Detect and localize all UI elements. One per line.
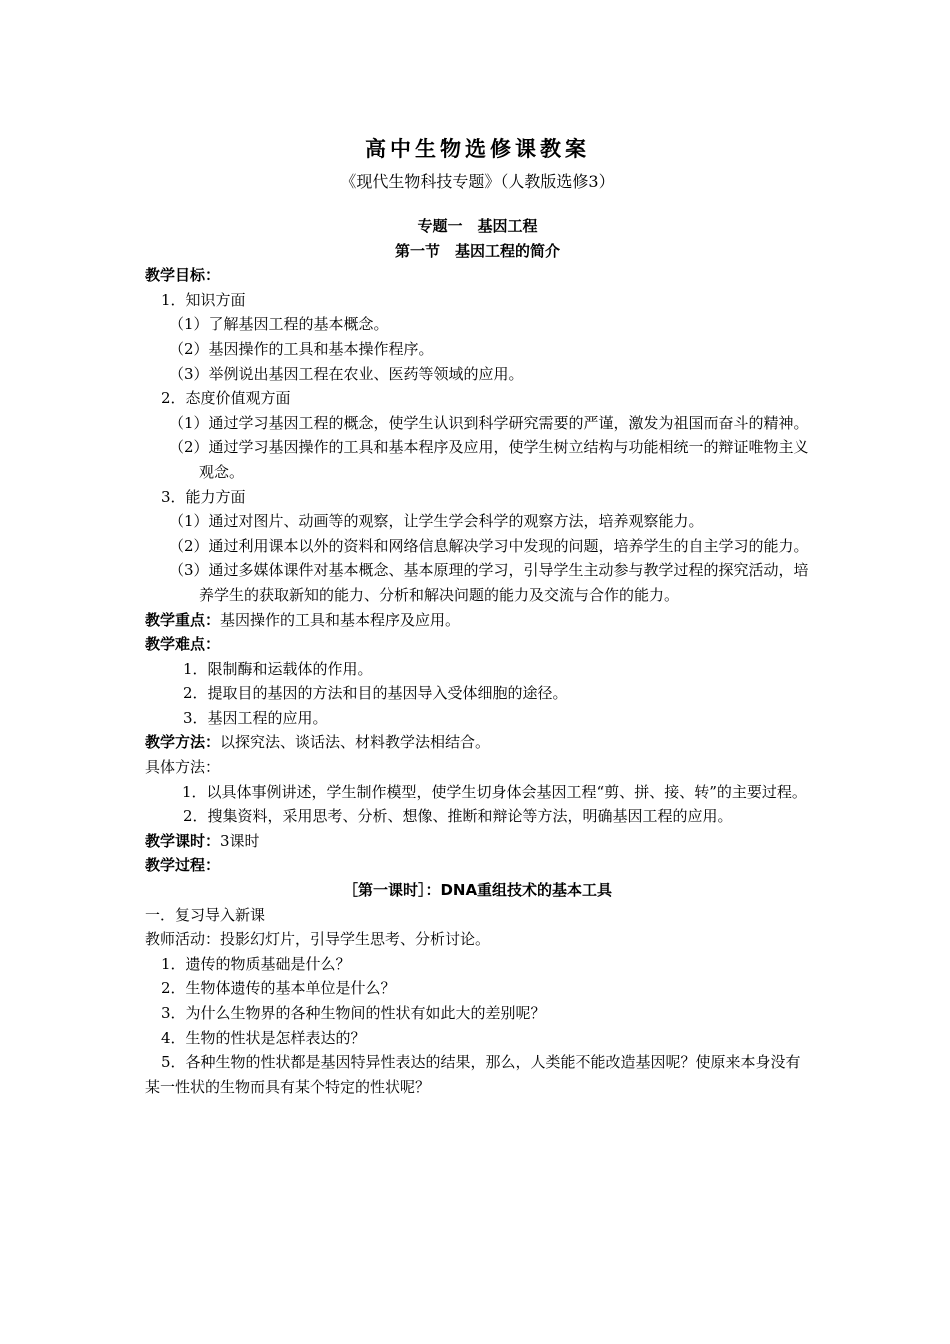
- methods-text: 以探究法、谈话法、材料教学法相结合。: [220, 733, 491, 752]
- ability-item: （2）通过利用课本以外的资料和网络信息解决学习中发现的问题，培养学生的自主学习的能力。: [169, 536, 809, 555]
- process-label: 教学过程：: [145, 856, 221, 875]
- methods-label: 教学方法：: [145, 733, 221, 752]
- step-heading: 一．复习导入新课: [145, 905, 266, 924]
- methods-row: [145, 730, 810, 755]
- key-points-label: 教学重点：: [145, 610, 221, 629]
- knowledge-heading: 1．知识方面: [161, 290, 246, 309]
- attitude-item: （2）通过学习基因操作的工具和基本程序及应用，使学生树立结构与功能相统一的辩证唯物主义观念。: [169, 438, 809, 481]
- question-item: 3．为什么生物界的各种生物间的性状有如此大的差别呢？: [161, 1004, 546, 1022]
- topic-heading: 专题一 基因工程: [417, 217, 538, 235]
- document-title: 高中生物选修课教案: [365, 136, 590, 161]
- attitude-heading: 2．态度价值观方面: [161, 389, 291, 408]
- attitude-item: （1）通过学习基因工程的概念，使学生认识到科学研究需要的严谨，激发为祖国而奋斗的精神。: [169, 413, 809, 432]
- ability-item: （3）通过多媒体课件对基本概念、基本原理的学习，引导学生主动参与教学过程的探究活动，培养学生的获取新知的能力、分析和解决问题的能力及交流与合作的能力。: [169, 561, 809, 604]
- knowledge-item: （3）举例说出基因工程在农业、医药等领域的应用。: [169, 364, 524, 383]
- ability-item: （1）通过对图片、动画等的观察，让学生学会科学的观察方法，培养观察能力。: [169, 512, 704, 531]
- hours-text: 3课时: [220, 831, 260, 850]
- question-item: 5．各种生物的性状都是基因特异性表达的结果，那么，人类能不能改造基因呢？使原来本身没有某一性状的生物而具有某个特定的性状呢？: [145, 1053, 801, 1096]
- ability-heading: 3．能力方面: [161, 487, 246, 506]
- lesson-title: ［第一课时］：DNA重组技术的基本工具: [342, 881, 613, 900]
- difficulty-item: 2．提取目的基因的方法和目的基因导入受体细胞的途径。: [183, 684, 568, 703]
- method-item: 1．以具体事例讲述，学生制作模型，使学生切身体会基因工程“剪、拼、接、转”的主要过程。: [182, 782, 807, 801]
- hours-label: 教学课时：: [145, 831, 221, 850]
- specific-methods-label: 具体方法：: [145, 758, 221, 777]
- difficulty-item: 3．基因工程的应用。: [183, 708, 328, 727]
- difficulties-label: 教学难点：: [145, 635, 221, 654]
- difficulty-item: 1．限制酶和运载体的作用。: [183, 659, 373, 678]
- document-page: [145, 130, 810, 1099]
- question-item: 2．生物体遗传的基本单位是什么？: [161, 979, 396, 998]
- objectives-label: 教学目标：: [145, 266, 221, 285]
- document-subtitle: 《现代生物科技专题》（人教版选修3）: [340, 172, 615, 191]
- section-heading: 第一节 基因工程的简介: [394, 241, 560, 260]
- knowledge-item: （1）了解基因工程的基本概念。: [169, 315, 389, 334]
- teacher-activity: 教师活动：投影幻灯片，引导学生思考、分析讨论。: [145, 930, 491, 949]
- knowledge-item: （2）基因操作的工具和基本操作程序。: [169, 339, 434, 358]
- question-item: 4．生物的性状是怎样表达的？: [161, 1028, 366, 1047]
- key-points-row: [145, 608, 810, 633]
- hours-row: [145, 829, 810, 854]
- key-points-text: 基因操作的工具和基本程序及应用。: [220, 610, 461, 629]
- method-item: 2．搜集资料，采用思考、分析、想像、推断和辩论等方法，明确基因工程的应用。: [183, 807, 733, 826]
- question-item: 1．遗传的物质基础是什么？: [161, 954, 351, 973]
